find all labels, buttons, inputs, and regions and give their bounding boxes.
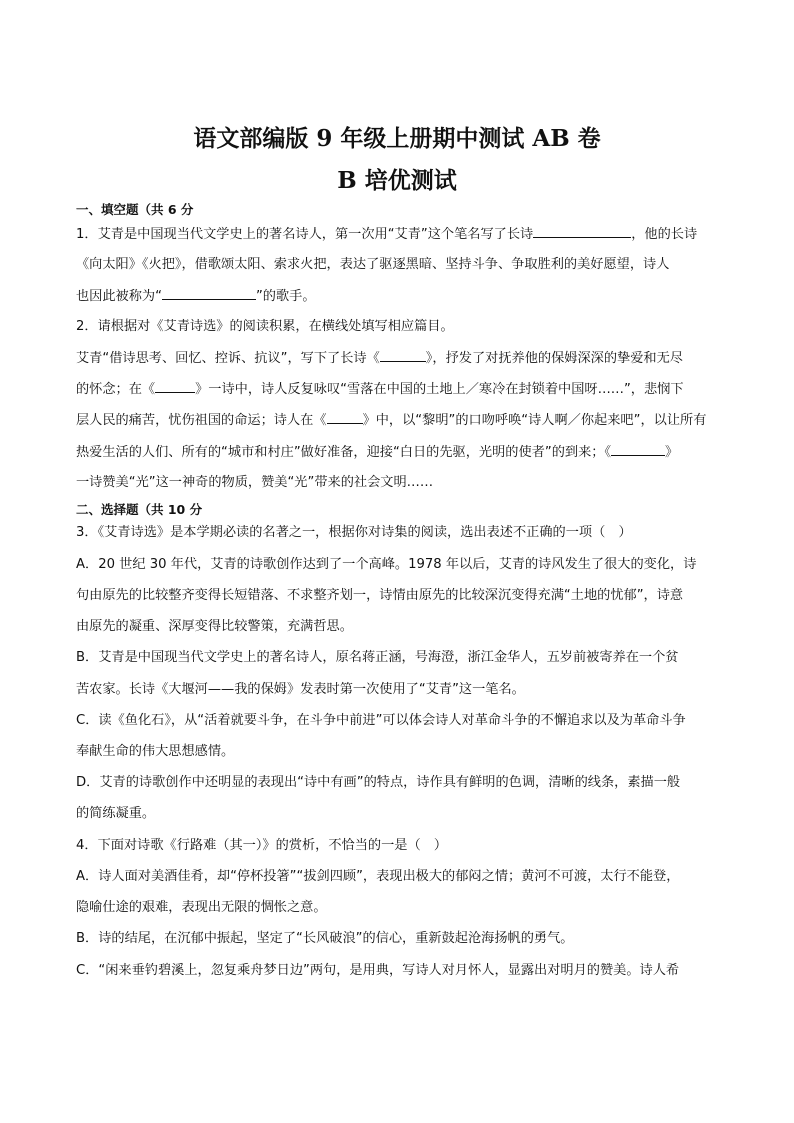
page-subtitle: B 培优测试: [337, 167, 457, 194]
question-1-line-3: [76, 287, 718, 306]
question-1-text-1b: ，他的长诗: [631, 227, 698, 242]
question-3-option-a-line-3: 由原先的凝重、深厚变得比较警策，充满哲思。: [76, 619, 353, 634]
question-1-text-3b: ”的歌手。: [255, 289, 316, 304]
question-2-text-3a: 层人民的痛苦，忧伤祖国的命运；诗人在《: [76, 413, 327, 428]
question-3-option-d-line-1: D．艾青的诗歌创作中还明显的表现出“诗中有画”的特点，诗作具有鲜明的色调，清晰的线条，素描一般: [76, 775, 681, 790]
answer-blank-1[interactable]: [533, 225, 631, 238]
answer-blank-3[interactable]: [380, 349, 426, 362]
question-2-line-4: [76, 443, 718, 462]
question-3-option-c-line-1: C．读《鱼化石》，从“活着就要斗争，在斗争中前进”可以体会诗人对革命斗争的不懈追求以及为革命斗争: [76, 713, 686, 728]
question-1-text-1a: 1．艾青是中国现当代文学史上的著名诗人，第一次用“艾青”这个笔名写了长诗: [76, 227, 534, 242]
answer-blank-2[interactable]: [162, 287, 256, 300]
question-2-line-5: 一诗赞美“光”这一神奇的物质，赞美“光”带来的社会文明……: [76, 475, 434, 490]
question-2-line-2: [76, 380, 718, 399]
question-4-option-b-line-1: B．诗的结尾，在沉郁中振起，坚定了“长风破浪”的信心，重新鼓起沧海扬帆的勇气。: [76, 931, 574, 946]
section-heading-fill-blank: 一、填空题（共 6 分: [76, 202, 194, 217]
section-heading-choice: 二、选择题（共 10 分: [76, 502, 203, 517]
question-3-option-a-line-2: 句由原先的比较整齐变得长短错落、不求整齐划一，诗情由原先的比较深沉变得充满“土地的忧郁”，诗意: [76, 588, 684, 603]
question-4-stem: 4．下面对诗歌《行路难（其一）》的赏析，不恰当的一是（ ）: [76, 838, 448, 853]
question-2-text-1b: 》，抒发了对抚养他的保姆深深的挚爱和无尽: [425, 351, 683, 366]
question-4-option-c-line-1: C．“闲来垂钓碧溪上，忽复乘舟梦日边”两句，是用典，写诗人对月怀人，显露出对明月的赞美。诗人希: [76, 963, 680, 978]
question-2-text-1a: 艾青“借诗思考、回忆、控诉、抗议”，写下了长诗《: [76, 351, 380, 366]
question-1-line-2: 《向太阳》《火把》，借歌颂太阳、索求火把，表达了驱逐黑暗、坚持斗争、争取胜利的美好愿望，诗人: [76, 257, 670, 272]
answer-blank-5[interactable]: [327, 411, 363, 424]
question-3-option-d-line-2: 的简练凝重。: [76, 806, 156, 821]
question-2-line-1: [76, 349, 718, 368]
page-title: 语文部编版 9 年级上册期中测试 AB 卷: [193, 125, 601, 152]
question-2-line-3: [76, 411, 718, 430]
question-4-option-a-line-2: 隐喻仕途的艰难，表现出无限的惆怅之意。: [76, 900, 327, 915]
question-2-stem: 2．请根据对《艾青诗选》的阅读积累，在横线处填写相应篇目。: [76, 319, 454, 334]
question-3-option-c-line-2: 奉献生命的伟大思想感情。: [76, 744, 235, 759]
answer-blank-4[interactable]: [155, 380, 195, 393]
question-2-text-2a: 的怀念；在《: [76, 382, 156, 397]
question-4-option-a-line-1: A．诗人面对美酒佳肴，却“停杯投箸”“拔剑四顾”，表现出极大的郁闷之情；黄河不可渡，太行不能登，: [76, 869, 680, 884]
question-1-text-3a: 也因此被称为“: [76, 289, 162, 304]
question-3-option-b-line-1: B．艾青是中国现当代文学史上的著名诗人，原名蒋正涵，号海澄，浙江金华人，五岁前被寄养在一个贫: [76, 650, 679, 665]
question-2-text-3b: 》中，以“黎明”的口吻呼唤“诗人啊／你起来吧”，以让所有: [362, 413, 707, 428]
question-3-option-a-line-1: A．20 世纪 30 年代，艾青的诗歌创作达到了一个高峰。1978 年以后，艾青的诗风发生了很大的变化，诗: [76, 557, 697, 572]
question-2-text-4a: 热爱生活的人们、所有的“城市和村庄”做好准备，迎接“白日的先驱，光明的使者”的到来；《: [76, 445, 612, 460]
question-2-text-2b: 》一诗中，诗人反复咏叹“雪落在中国的土地上／寒冷在封锁着中国呀……”，悲悯下: [195, 382, 684, 397]
answer-blank-6[interactable]: [611, 443, 665, 456]
question-3-option-b-line-2: 苦农家。长诗《大堰河——我的保姆》发表时第一次使用了“艾青”这一笔名。: [76, 682, 525, 697]
question-1-line-1: [76, 225, 718, 244]
question-3-stem: 3．《艾青诗选》是本学期必读的名著之一，根据你对诗集的阅读，选出表述不正确的一项（ ）: [76, 525, 632, 540]
question-2-text-4b: 》: [665, 445, 679, 460]
